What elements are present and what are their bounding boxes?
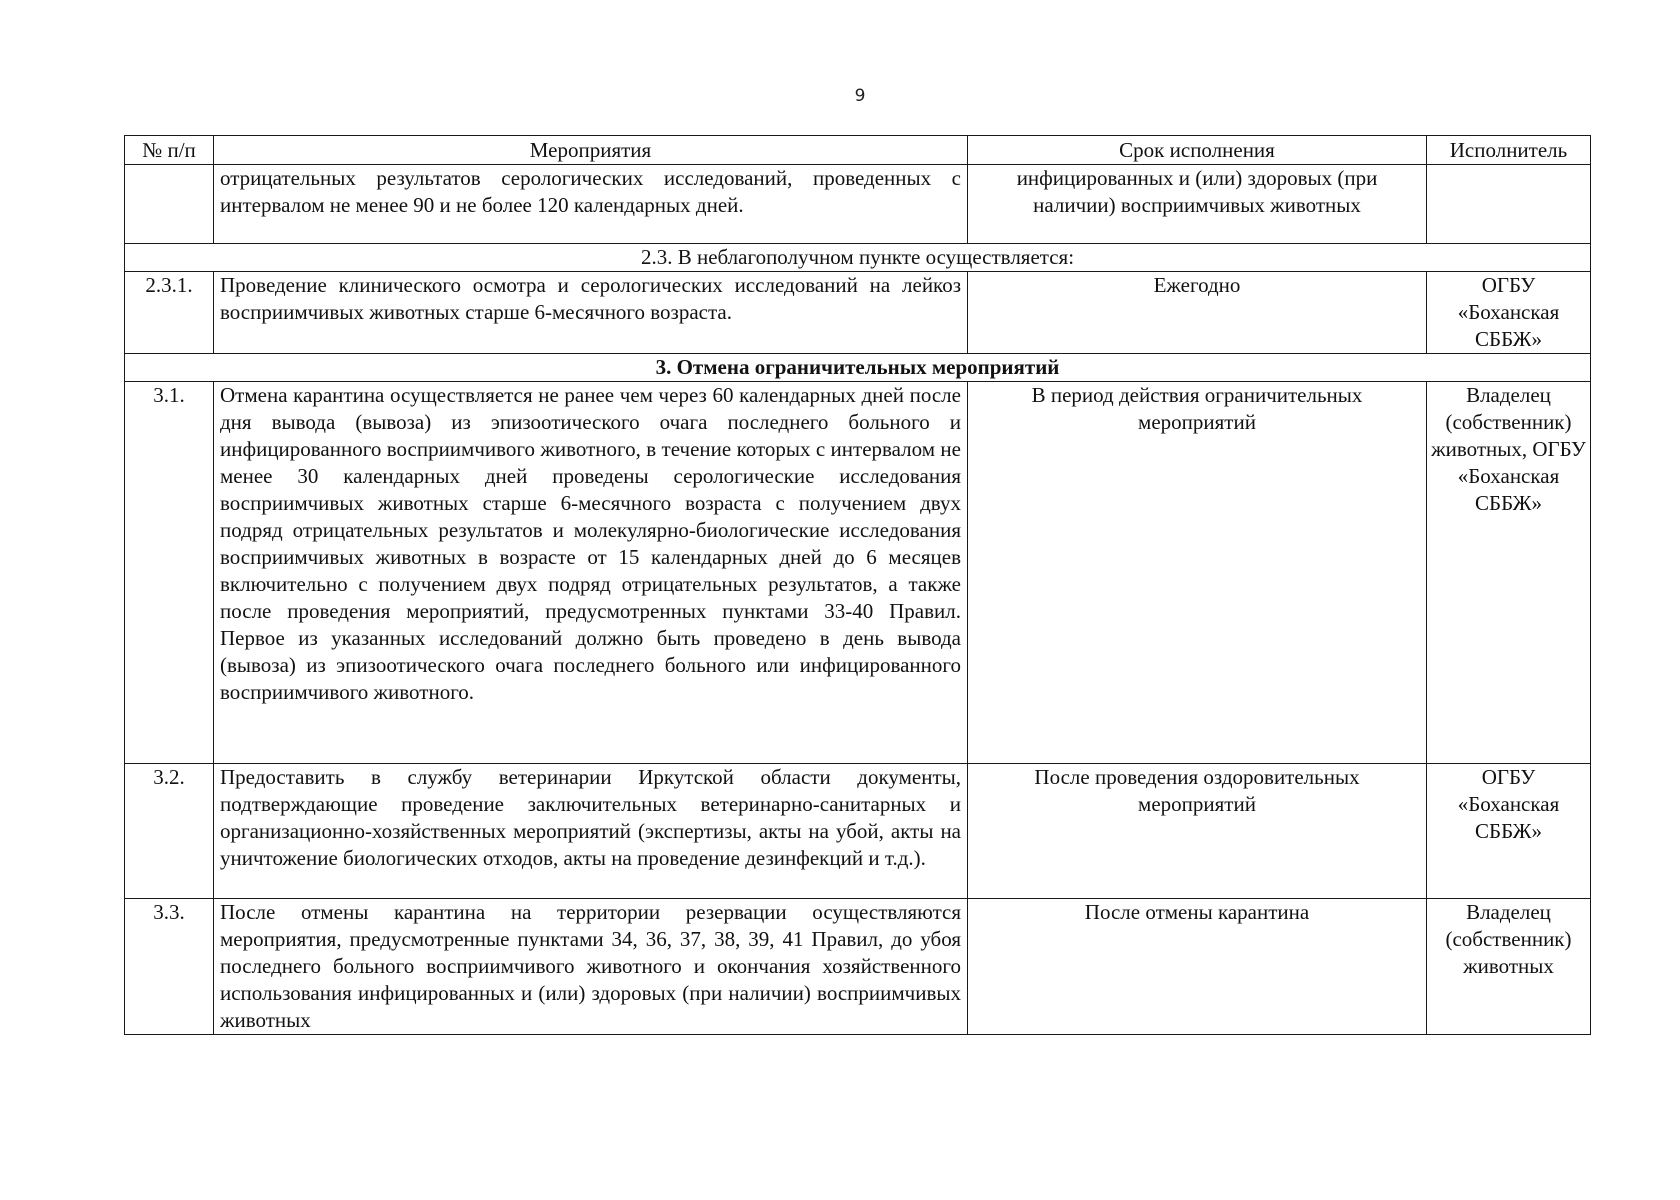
cell-activities: отрицательных результатов серологических исследований, проведенных с интервалом не менее 90 и не более 120 календарных дней. <box>214 165 968 244</box>
section-row <box>125 354 1591 382</box>
cell-activities: Предоставить в службу ветеринарии Иркутской области документы, подтверждающие проведение заключительных ветеринарно-санитарных и организационно-хозяйственных мероприятий (экспертизы, акты на убой, акты на уничтожение биологических отходов, акты на проведение дезинфекций и т.д.). <box>214 764 968 899</box>
cell-num: 3.1. <box>125 382 214 764</box>
table-row <box>125 382 1591 764</box>
cell-term: инфицированных и (или) здоровых (при наличии) восприимчивых животных <box>968 165 1427 244</box>
cell-activities: Отмена карантина осуществляется не ранее чем через 60 календарных дней после дня вывода (вывоза) из эпизоотического очага последнего больного и инфицированного восприимчивого животного, в течение которых с интервалом не менее 30 календарных дней проведены серологические исследования восприимчивых животных старше 6-месячного возраста с получением двух подряд отрицательных результатов и молекулярно-биологические исследования восприимчивых животных в возрасте от 15 календарных дней до 6 месяцев включительно с получением двух подряд отрицательных результатов, а также после проведения мероприятий, предусмотренных пунктами 33-40 Правил. Первое из указанных исследований должно быть проведено в день вывода (вывоза) из эпизоотического очага последнего больного или инфицированного восприимчивого животного. <box>214 382 968 764</box>
cell-executor: ОГБУ «Боханская СББЖ» <box>1427 272 1591 354</box>
table-row <box>125 165 1591 244</box>
table-header-row <box>125 136 1591 165</box>
table-row <box>125 764 1591 899</box>
cell-activities: Проведение клинического осмотра и серологических исследований на лейкоз восприимчивых животных старше 6-месячного возраста. <box>214 272 968 354</box>
cell-term: После проведения оздоровительных мероприятий <box>968 764 1427 899</box>
header-activities: Мероприятия <box>214 136 968 165</box>
cell-executor <box>1427 165 1591 244</box>
cell-num: 3.2. <box>125 764 214 899</box>
cell-num: 3.3. <box>125 899 214 1035</box>
cell-executor: Владелец (собственник) животных <box>1427 899 1591 1035</box>
cell-num <box>125 165 214 244</box>
table-row <box>125 899 1591 1035</box>
cell-executor: ОГБУ «Боханская СББЖ» <box>1427 764 1591 899</box>
cell-term: После отмены карантина <box>968 899 1427 1035</box>
measures-table <box>124 135 1591 1035</box>
cell-term: В период действия ограничительных мероприятий <box>968 382 1427 764</box>
cell-num: 2.3.1. <box>125 272 214 354</box>
header-num: № п/п <box>125 136 214 165</box>
cell-executor: Владелец (собственник) животных, ОГБУ «Боханская СББЖ» <box>1427 382 1591 764</box>
header-term: Срок исполнения <box>968 136 1427 165</box>
section-3-heading: 3. Отмена ограничительных мероприятий <box>125 354 1591 382</box>
header-executor: Исполнитель <box>1427 136 1591 165</box>
cell-term: Ежегодно <box>968 272 1427 354</box>
section-2-3-heading: 2.3. В неблагополучном пункте осуществляется: <box>125 244 1591 272</box>
table-row <box>125 272 1591 354</box>
page-number: 9 <box>854 86 866 106</box>
cell-activities: После отмены карантина на территории резервации осуществляются мероприятия, предусмотренные пунктами 34, 36, 37, 38, 39, 41 Правил, до убоя последнего больного восприимчивого животного и окончания хозяйственного использования инфицированных и (или) здоровых (при наличии) восприимчивых животных <box>214 899 968 1035</box>
section-row <box>125 244 1591 272</box>
